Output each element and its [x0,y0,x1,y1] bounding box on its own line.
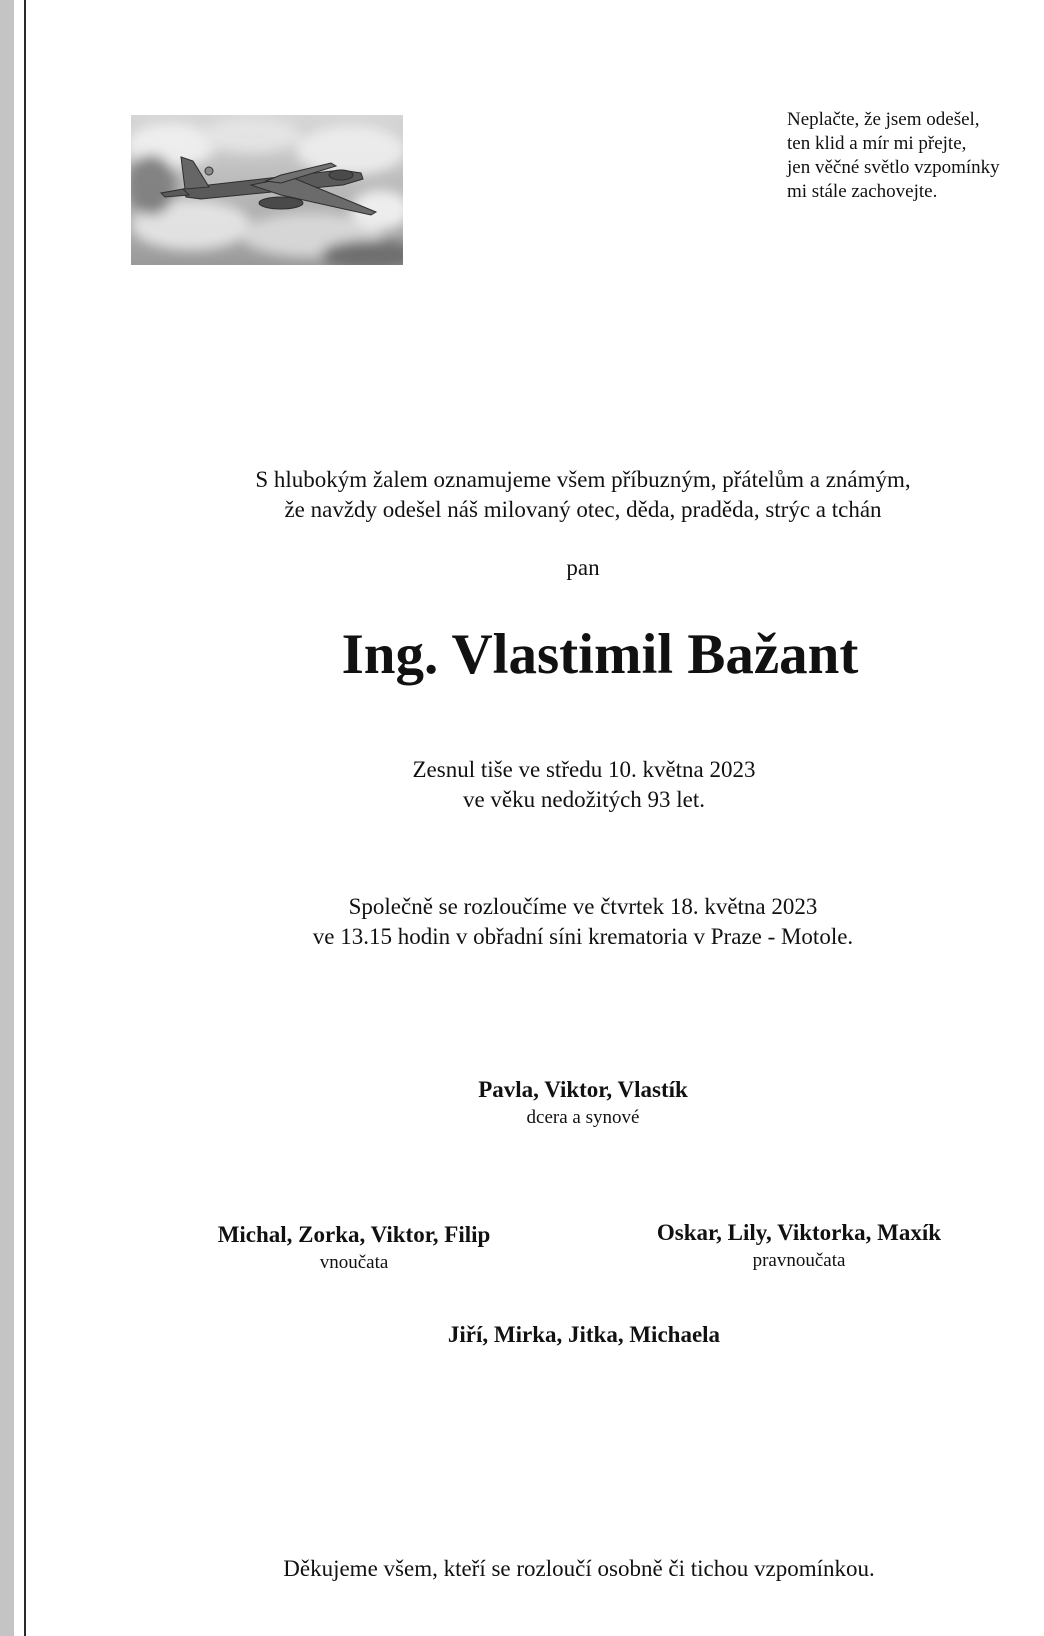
poem-line: mi stále zachovejte. [787,181,938,202]
airplane-photo [131,115,403,265]
family-names: Pavla, Viktor, Vlastík [478,1077,688,1102]
poem-verse [787,108,1037,204]
announcement-intro [183,465,983,525]
death-info [184,755,984,815]
honorific: pan [566,555,600,580]
poem-line: Neplačte, že jsem odešel, [787,109,980,130]
family-names: Michal, Zorka, Viktor, Filip [217,1222,491,1247]
page-edge-line [24,0,26,1636]
family-role: dcera a synové [526,1107,640,1128]
funeral-line: ve 13.15 hodin v obřadní síni krematoria v Praze - Motole. [312,924,854,949]
intro-line: S hlubokým žalem oznamujeme všem příbuzným, přátelům a známým, [255,467,911,492]
airplane-photo-icon [131,115,403,265]
poem-line: ten klid a mír mi přejte, [787,133,967,154]
family-grandchildren [154,1220,554,1276]
thanks-note: Děkujeme všem, kteří se rozloučí osobně či tichou vzpomínkou. [283,1556,875,1581]
funeral-line: Společně se rozloučíme ve čtvrtek 18. května 2023 [348,894,818,919]
deceased-name: Ing. Vlastimil Bažant [341,623,859,686]
death-line: Zesnul tiše ve středu 10. května 2023 [412,757,756,782]
page-edge-bar [0,0,14,1636]
family-role: vnoučata [319,1252,389,1273]
family-names: Oskar, Lily, Viktorka, Maxík [656,1220,942,1245]
family-names: Jiří, Mirka, Jitka, Michaela [447,1322,721,1347]
family-great-grandchildren [599,1218,999,1274]
funeral-info [183,892,983,952]
family-children [383,1075,783,1131]
poem-line: jen věčné světlo vzpomínky [787,157,1000,178]
family-role: pravnoučata [752,1250,846,1271]
family-others [384,1320,784,1350]
death-line: ve věku nedožitých 93 let. [462,787,706,812]
intro-line: že navždy odešel náš milovaný otec, děda, praděda, strýc a tchán [284,497,882,522]
